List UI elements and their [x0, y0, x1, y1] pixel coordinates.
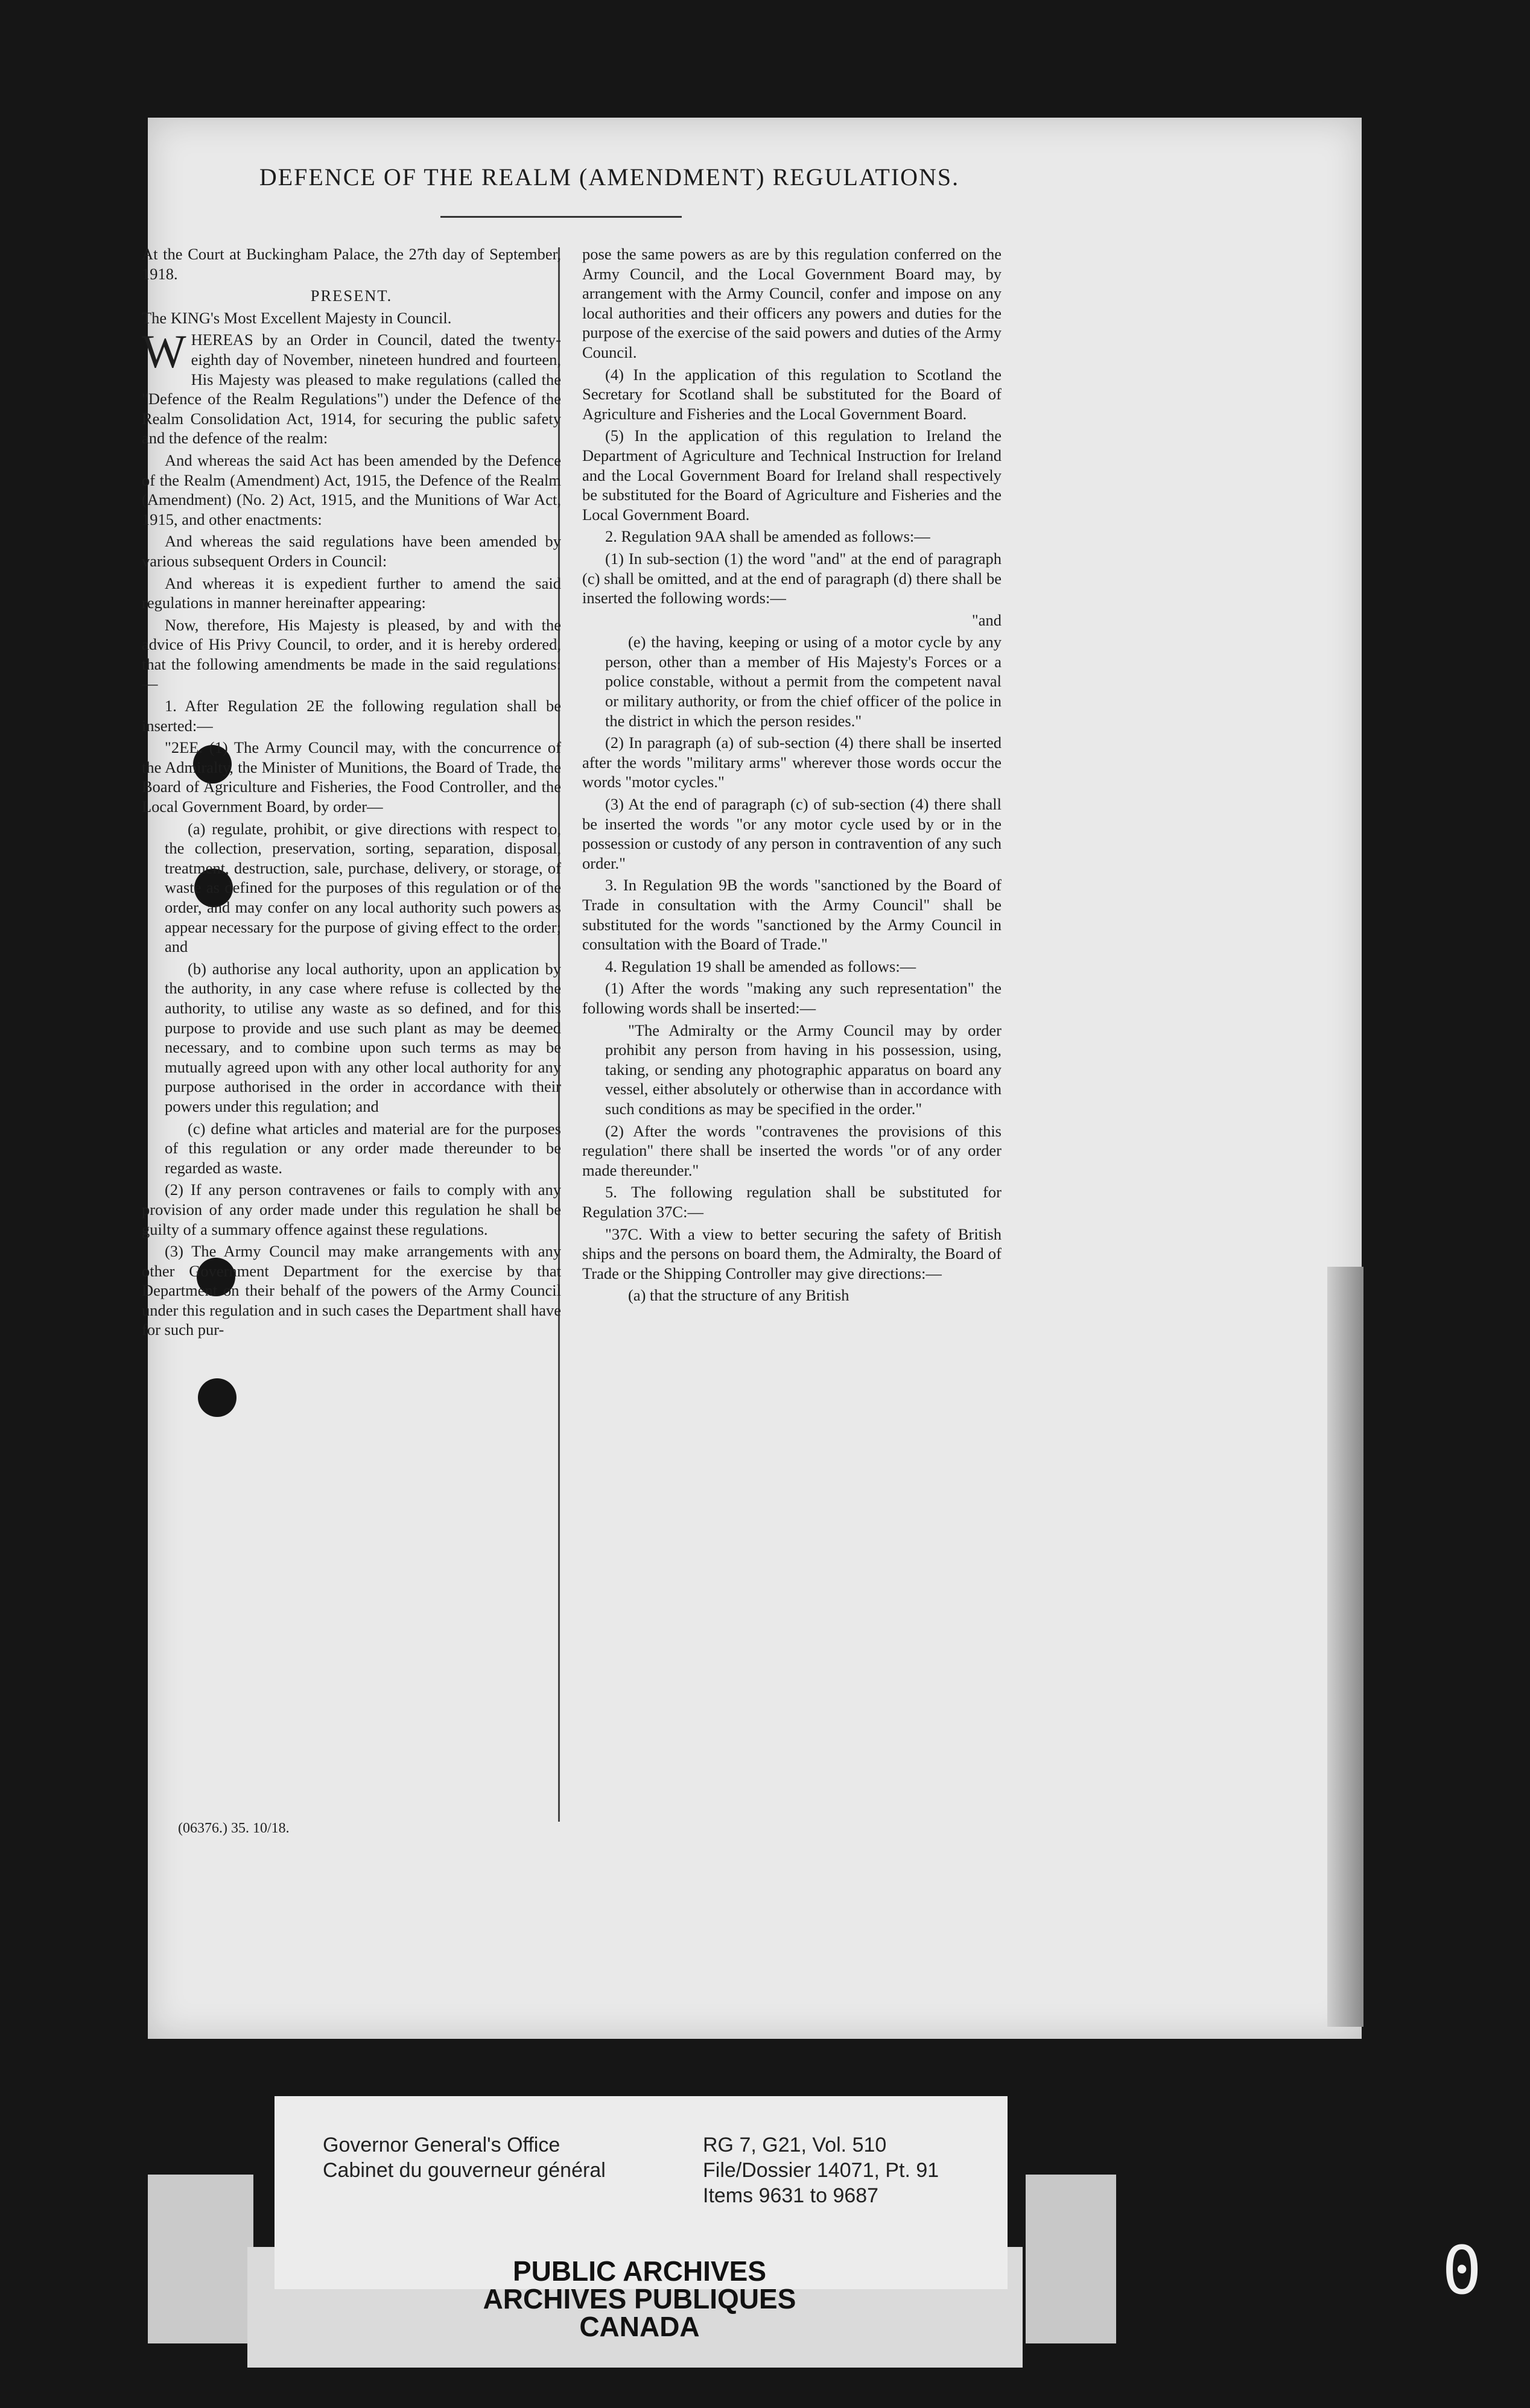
amendment-item: 2. Regulation 9AA shall be amended as follows:— [605, 527, 930, 546]
amendment-item: 5. The following regulation shall be substituted for Regulation 37C:— [582, 1183, 1001, 1221]
label-strip-left [148, 2175, 253, 2343]
label-strip-right [1026, 2175, 1116, 2343]
public-archives-stamp: PUBLIC ARCHIVES ARCHIVES PUBLIQUES CANADA [483, 2255, 796, 2342]
amendment-subitem: (1) In sub-section (1) the word "and" at the end of paragraph (c) shall be omitted, and at the end of paragraph (d) there shall be inserted the following words:— [582, 549, 1001, 607]
regulation-subsection: (3) The Army Council may make arrangements with any other Government Department for the exercise by that Department on their behalf of the powers of the Army Council under this regulation and in such cases the Department shall have for such pur- [142, 1242, 561, 1339]
regulation-clause: (a) that the structure of any British [628, 1286, 849, 1305]
regulation-clause: (a) regulate, prohibit, or give directions with respect to, the collection, preservation, sorting, separation, disposal, treatment, destruction, sale, purchase, delivery, or storage, of waste as defined for the purposes of this regulation or of the order, and may confer on any local authority such powers as appear necessary for the purpose of giving effect to the order; and [165, 819, 561, 956]
amendment-subitem: (2) In paragraph (a) of sub-section (4) there shall be inserted after the words "military arms" wherever those words occur the words "motor cycles." [582, 733, 1001, 791]
order-paragraph: Now, therefore, His Majesty is pleased, by and with the advice of His Privy Council, to order, and it is hereby ordered, that the following amendments be made in the said regulations:— [142, 615, 561, 693]
drop-cap: W [142, 325, 186, 378]
whereas-paragraph: And whereas the said regulations have been amended by various subsequent Orders in Council: [142, 532, 561, 570]
right-column [582, 244, 1001, 1308]
regulation-subsection: (5) In the application of this regulation to Ireland the Department of Agriculture and Technical Instruction for Ireland and the Local Government Board for Ireland shall respectively be substituted for the Board of Agriculture and Fisheries and the Local Government Board. [582, 426, 1001, 524]
regulation-text: "37C. With a view to better securing the safety of British ships and the persons on board them, the Admiralty, the Board of Trade or the Shipping Controller may give directions:— [582, 1225, 1001, 1282]
print-code: (06376.) 35. 10/18. [178, 1820, 290, 1836]
archive-reference-label: RG 7, G21, Vol. 510 File/Dossier 14071, Pt. 91 Items 9631 to 9687 [703, 2134, 939, 2207]
amendment-subitem: (3) At the end of paragraph (c) of sub-section (4) there shall be inserted the words "or any motor cycle used by or in the possession or custody of any person in contravention of any such order." [582, 795, 1001, 872]
title-rule [440, 216, 682, 218]
amendment-item: 3. In Regulation 9B the words "sanctioned by the Board of Trade in consultation with the Army Council" shall be substituted for the words "sanctioned by the Army Council in consultation with the Board of Trade." [582, 876, 1001, 954]
whereas-paragraph: WHEREAS by an Order in Council, dated the twenty-eighth day of November, nineteen hundred and fourteen, His Majesty was pleased to make regulations (called the "Defence of the Realm Regulations") under the Defence of the Realm Consolidation Act, 1914, for securing the public safety and the defence of the realm: [142, 325, 561, 448]
archive-office-label: Governor General's Office Cabinet du gouverneur général [323, 2134, 606, 2182]
regulation-subsection: (2) If any person contravenes or fails to comply with any provision of any order made under this regulation he shall be guilty of a summary offence against these regulations. [142, 1180, 561, 1238]
amendment-item: 1. After Regulation 2E the following regulation shall be inserted:— [142, 697, 561, 735]
regulation-subsection: (4) In the application of this regulation to Scotland the Secretary for Scotland shall be substituted for the Board of Agriculture and Fisheries and the Local Government Board. [582, 365, 1001, 423]
amendment-item: 4. Regulation 19 shall be amended as follows:— [605, 957, 916, 975]
regulation-clause: (b) authorise any local authority, upon an application by the authority, in any case where refuse is collected by the authority, to utilise any waste as so defined, and for this purpose to provide and use such plant as may be deemed necessary, and to combine upon such terms as may be mutually agreed upon with any other local authority for any purpose authorised in the order in accordance with their powers under this regulation; and [165, 959, 561, 1115]
punch-hole [198, 1378, 236, 1417]
continued-text: pose the same powers as are by this regulation conferred on the Army Council, and the Local Government Board may, by arrangement with the Army Council, confer and impose on any local authorities and their officers any powers and duties for the purpose of the exercise of the said powers and duties of the Army Council. [582, 245, 1001, 361]
whereas-paragraph: And whereas it is expedient further to amend the said regulations in manner hereinafter appearing: [142, 574, 561, 612]
present-heading: PRESENT. [310, 287, 393, 305]
document-title: DEFENCE OF THE REALM (AMENDMENT) REGULATIONS. [259, 163, 960, 191]
court-line: At the Court at Buckingham Palace, the 27th day of September, 1918. [142, 245, 561, 283]
inserted-clause: "The Admiralty or the Army Council may by order prohibit any person from having in his possession, using, taking, or sending any photographic apparatus on board any vessel, either absolutely or otherwise than in accordance with such conditions as may be specified in the order." [605, 1021, 1001, 1118]
frame-number: 0 [1442, 2232, 1482, 2309]
presence-line: The KING's Most Excellent Majesty in Council. [142, 308, 452, 327]
amendment-subitem: (2) After the words "contravenes the provisions of this regulation" there shall be inserted the words "or of any order made thereunder." [582, 1121, 1001, 1179]
left-column [142, 244, 561, 1342]
inserted-word: "and [971, 610, 1001, 629]
inserted-clause: (e) the having, keeping or using of a motor cycle by any person, other than a member of His Majesty's Forces or a police constable, without a permit from the competent naval or military authority, or from the chief officer of the police in the district in which the person resides." [605, 633, 1001, 730]
amendment-subitem: (1) After the words "making any such representation" the following words shall be inserted:— [582, 979, 1001, 1017]
regulation-text: "2EE. (1) The Army Council may, with the concurrence of the Admiralty, the Minister of Munitions, the Board of Trade, the Board of Agriculture and Fisheries, the Food Controller, and the Local Government Board, by order— [142, 738, 561, 816]
page-edge-shadow [1327, 1267, 1363, 2027]
regulation-clause: (c) define what articles and material are for the purposes of this regulation or any order made thereunder to be regarded as waste. [165, 1119, 561, 1177]
whereas-paragraph: And whereas the said Act has been amended by the Defence of the Realm (Amendment) Act, 1915, the Defence of the Realm (Amendment) (No. 2) Act, 1915, and the Munitions of War Act, 1915, and other enactments: [142, 451, 561, 528]
